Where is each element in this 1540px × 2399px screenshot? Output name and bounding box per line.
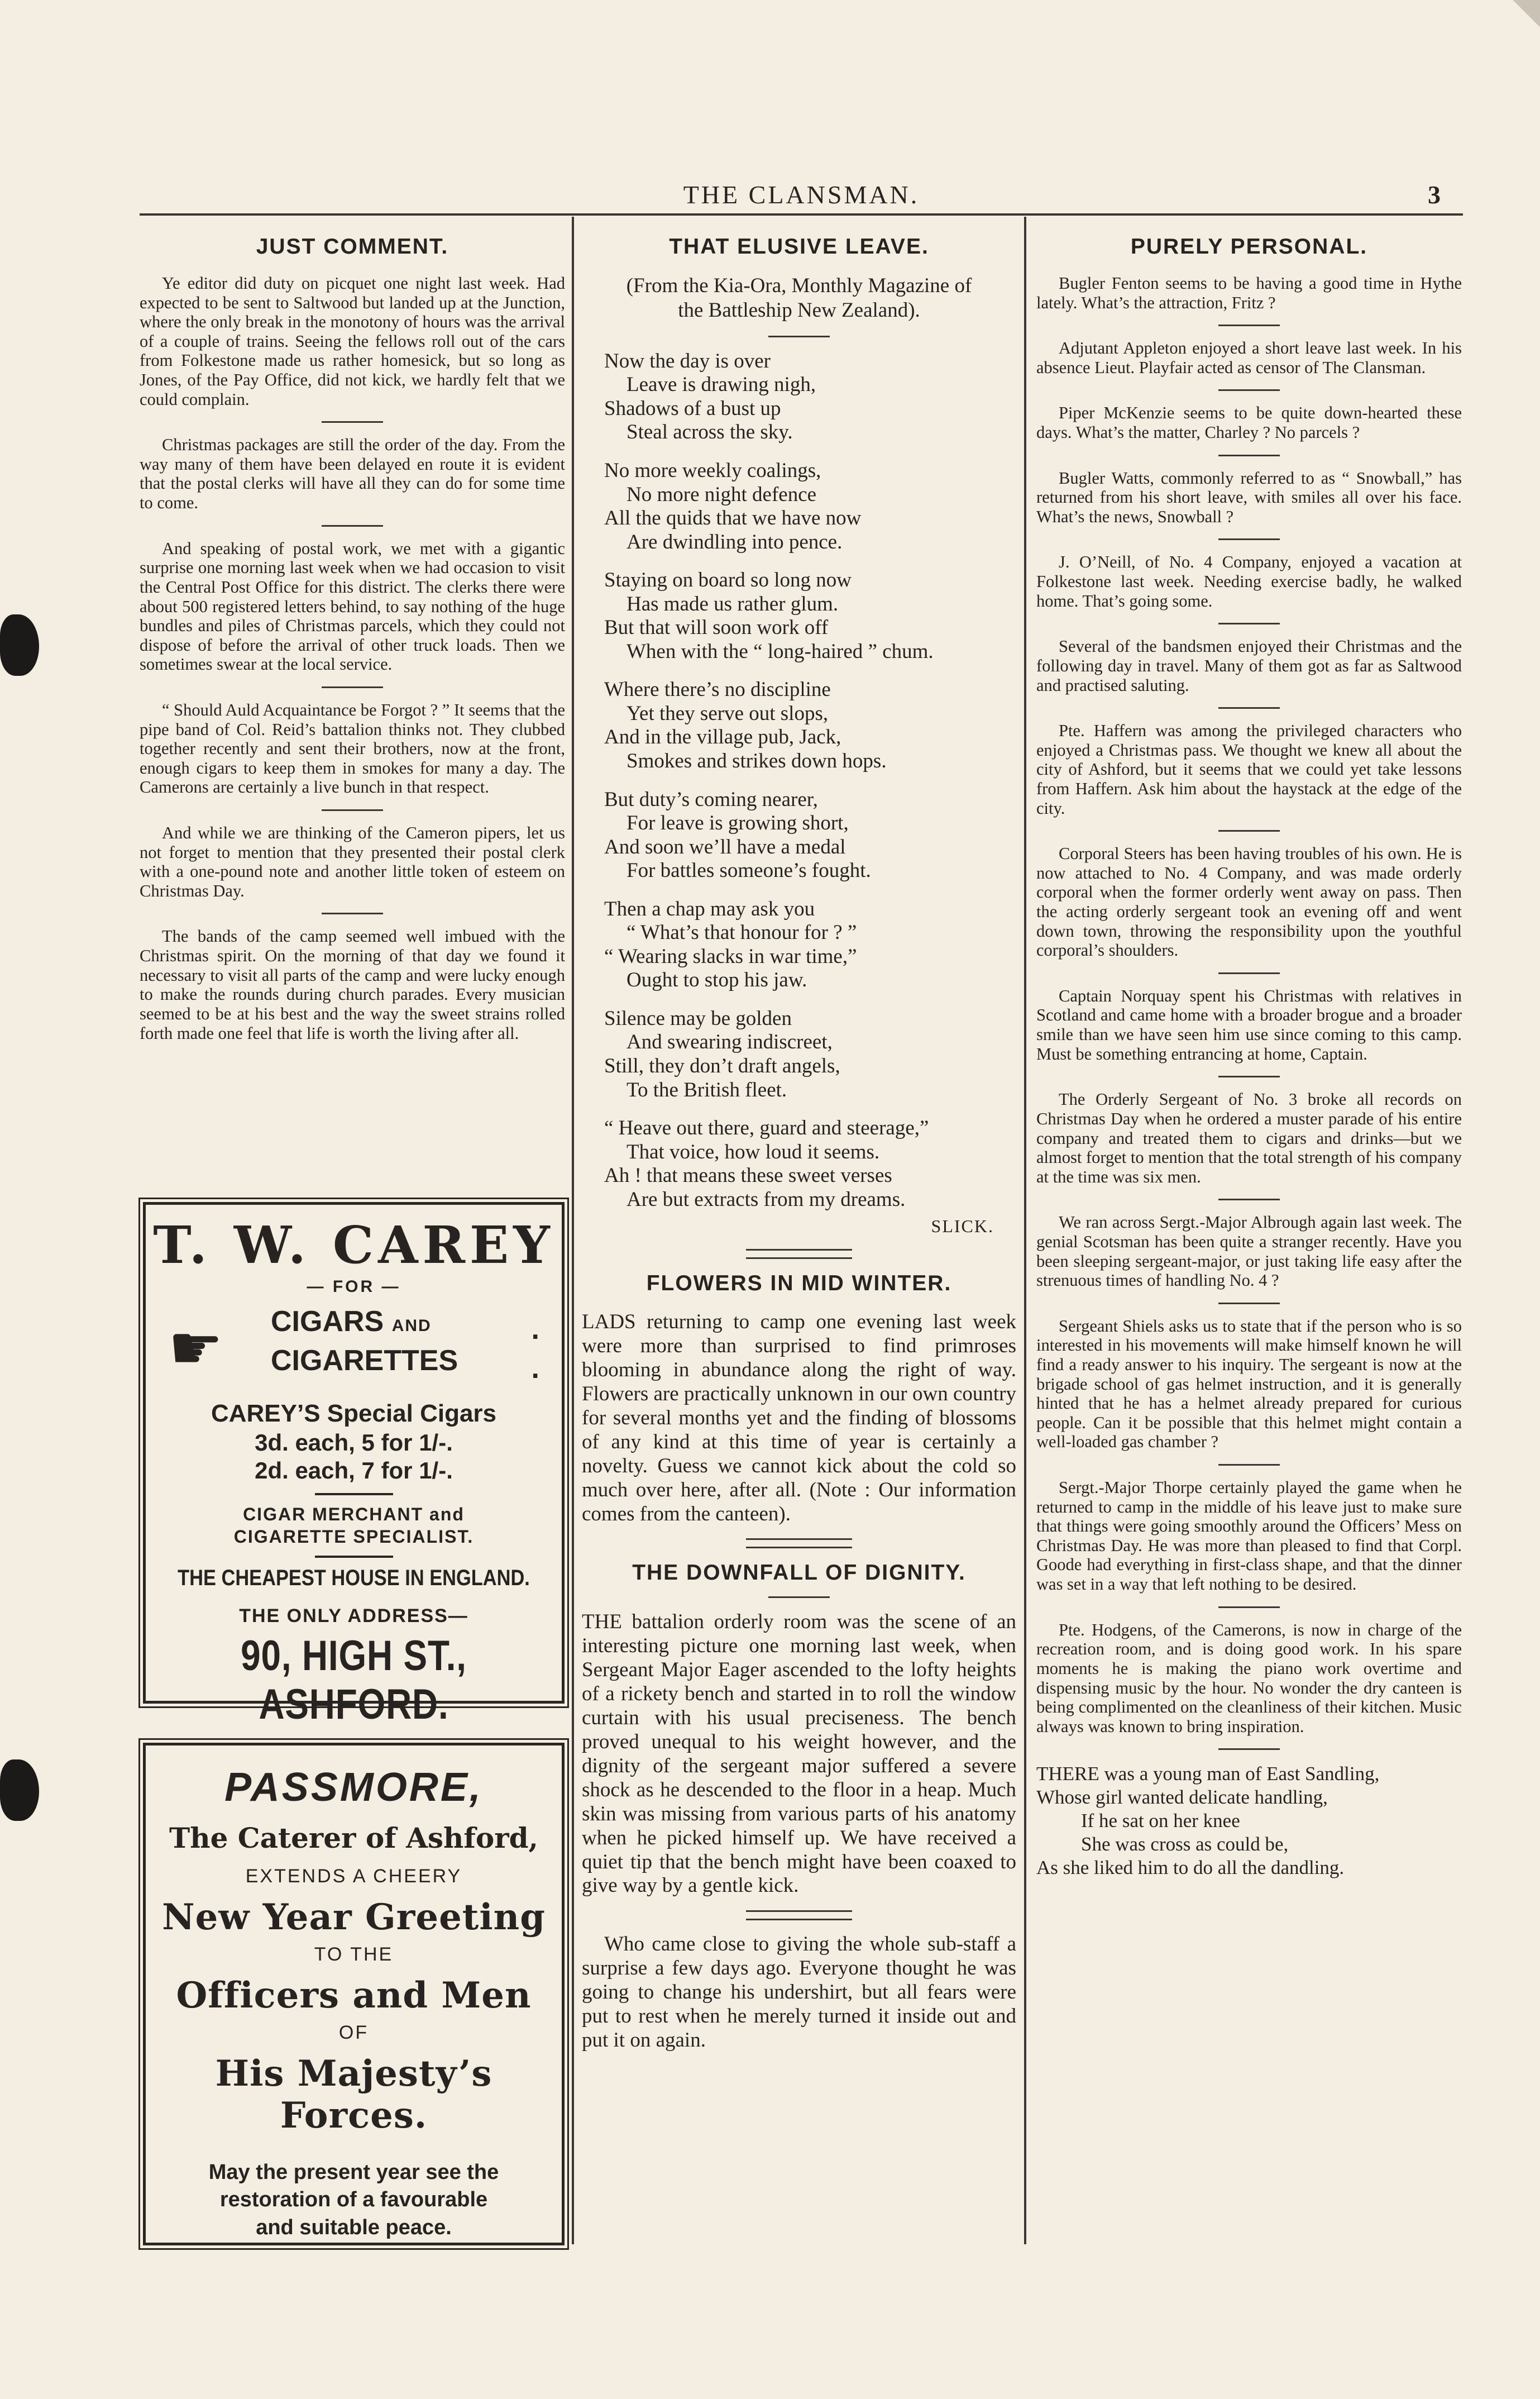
page-header [140,180,1463,216]
ad-name: T. W. CAREY [153,1215,554,1275]
poem-line: “ Wearing slacks in war time,” [604,945,857,968]
divider [1218,1748,1280,1750]
limerick-line: Whose girl wanted delicate handling, [1036,1786,1328,1809]
section-heading: FLOWERS IN MID WINTER. [646,1271,952,1296]
personal-item: Bugler Watts, commonly referred to as “ Snowball,” has returned from his short leave, with smiles all over his face. What’s the news, Snowball ? [1036,468,1462,526]
double-divider [746,1910,852,1920]
poem-line: Shadows of a bust up [604,397,781,420]
divider [1218,538,1280,540]
poem-stanza [604,1117,1016,1212]
poem-source [582,274,1016,323]
ad-divider [315,1556,393,1558]
masthead-title: THE CLANSMAN. [683,180,920,209]
personal-item: We ran across Sergt.-Major Albrough again last week. The genial Scotsman has been quite a stranger recently. Have you been sleeping sergeant-major, or just taking life easy after the strenuous times of handling No. 4 ? [1036,1213,1462,1290]
poem-line: Steal across the sky. [626,421,793,444]
ad-product-lines [271,1302,458,1380]
section-heading: JUST COMMENT. [256,235,449,259]
personal-item: Bugler Fenton seems to be having a good time in Hythe lately. What’s the attraction, Fritz ? [1036,274,1462,312]
divider [768,336,830,337]
poem-line: And soon we’ll have a medal [604,835,846,859]
divider [322,913,383,914]
ad-products [146,1302,562,1386]
personal-item: Sergt.-Major Thorpe certainly played the game when he returned to camp in the middle of his leave just to make sure that things were going smoothly around the Officers’ Mess on Christmas Day. He was more than pleased to find that Corpl. Goode had everything in first-class shape, and that the dinner was set in a way that left nothing to be desired. [1036,1478,1462,1594]
poem-line: To the British fleet. [626,1078,787,1101]
personal-item: Sergeant Shiels asks us to state that if the person who is so interested in his movements will make himself known he will find a ready answer to his inquiry. The sergeant is now at the brigade school of gas helmet instruction, and it is generally hinted that he has a helmet already prepared for curious people. Can it be possible that this helmet might contain a well-loaded gas chamber ? [1036,1316,1462,1452]
divider [1218,707,1280,709]
advertisement-passmore [143,1743,565,2245]
divider [1218,830,1280,832]
column-rule [1024,217,1026,2244]
section-heading: PURELY PERSONAL. [1130,235,1368,259]
paragraph: The bands of the camp seemed well imbued with the Christmas spirit. On the morning of that day we found it necessary to visit all parts of the camp and were lucky enough to make the rounds during church parades. Every musician seemed to be at his best and the way the sweet strains rolled forth made one feel that life is worth the living after all. [140,927,565,1043]
personal-item: Adjutant Appleton enjoyed a short leave last week. In his absence Lieut. Playfair acted as censor of The Clansman. [1036,338,1462,377]
poem-body [582,350,1016,1212]
binding-hole [0,1759,39,1821]
poem-line: Leave is drawing nigh, [626,373,816,397]
ad-product-and: AND [391,1317,432,1335]
ad-wish-line: restoration of a favourable [219,2188,488,2212]
ad-wish-line: May the present year see the [208,2160,499,2184]
paragraph: Christmas packages are still the order of the day. From the way many of them have been delayed en route it is evident that the postal clerks will have all they can do for some time to come. [140,435,565,513]
poem-line: That voice, how loud it seems. [626,1140,880,1163]
ad-product-cigars: CIGARS [271,1305,384,1338]
ad-extends: EXTENDS A CHEERY [245,1866,462,1887]
poem-line: No more weekly coalings, [604,459,821,482]
ad-to-the: TO THE [314,1944,394,1965]
ad-caterer: The Caterer of Ashford, [169,1821,538,1854]
ad-greeting: New Year Greeting [162,1896,546,1938]
poem-line: For leave is growing short, [626,812,849,835]
divider [768,1596,830,1598]
limerick-line: She was cross as could be, [1081,1833,1289,1856]
poem-line: Ought to stop his jaw. [626,969,807,992]
poem-stanza [604,350,1016,445]
ad-for: — FOR — [307,1277,401,1296]
divider [322,686,383,688]
divider [1218,1076,1280,1077]
page-number: 3 [1428,180,1441,209]
paragraph: And while we are thinking of the Cameron pipers, let us not forget to mention that they presented their postal clerk with a one-pound note and another little token of esteem on Christmas Day. [140,823,565,900]
folded-corner [1506,0,1540,34]
paragraph: THE battalion orderly room was the scene of an interesting picture one morning last week, when Sergeant Major Eager ascended to the lofty heights of a rickety bench and started in to roll the window curtain with his usual preciseness. The bench proved unequal to his weight however, and the dignity of the sergeant major suffered a severe shock as he descended to the floor in a heap. Much skin was missing from various parts of his anatomy when he picked himself up. We have received a quiet tip that the bench might have been coaxed to give way by a gentle kick. [582,1610,1016,1897]
poem-line: Has made us rather glum. [626,592,839,616]
limerick-line: As she liked him to do all the dandling. [1036,1857,1345,1879]
poem-line: Ah ! that means these sweet verses [604,1164,892,1187]
ad-merchant: CIGAR MERCHANT and [243,1504,465,1524]
poem-source-line: (From the Kia-Ora, Monthly Magazine of [626,274,972,297]
personal-item: Pte. Haffern was among the privileged characters who enjoyed a Christmas pass. We thought we knew all about the city of Ashford, but it seems that we could yet take lessons from Haffern. Ask him about the haystack at the edge of the city. [1036,721,1462,818]
poem-line: Staying on board so long now [604,569,852,592]
section-heading: THE DOWNFALL OF DIGNITY. [632,1561,966,1585]
poem-stanza [604,459,1016,554]
poem-line: Now the day is over [604,349,771,373]
poem-source-line: the Battleship New Zealand). [678,299,920,322]
paragraph: Who came close to giving the whole sub-staff a surprise a few days ago. Everyone thought he was going to change his undershirt, but all fears were put to rest when he merely turned it inside out and put it on again. [582,1933,1016,2052]
divider [1218,623,1280,624]
poem-line: All the quids that we have now [604,507,862,530]
poem-line: Then a chap may ask you [604,897,815,921]
personal-item: Captain Norquay spent his Christmas with relatives in Scotland and came home with a broader brogue and a broader smile than we have seen him use since coming to this camp. Must be something entrancing at home, Captain. [1036,986,1462,1063]
paragraph: And speaking of postal work, we met with a gigantic surprise one morning last week when we had occasion to visit the Central Post Office for this district. The clerks there were about 500 registered letters behind, to say nothing of the huge bundles and piles of Christmas parcels, which they could not dispose of before the arrival of other truck loads. Then we sometimes swear at the local service. [140,538,565,674]
column-purely-personal [1036,229,1462,1880]
poem-line: Silence may be golden [604,1007,792,1030]
poem-stanza [604,569,1016,664]
poem-stanza [604,1007,1016,1102]
divider [322,525,383,527]
personal-item: The Orderly Sergeant of No. 3 broke all records on Christmas Day when he ordered a muster parade of his entire company and treated them to cigars and drinks—but we almost forget to mention that the total strength of his company at the time was six men. [1036,1090,1462,1186]
poem-line: And in the village pub, Jack, [604,726,841,749]
poem-line: And swearing indiscreet, [626,1031,833,1054]
poem-line: But that will soon work off [604,616,829,640]
personal-item: Piper McKenzie seems to be quite down-hearted these days. What’s the matter, Charley ? No parcels ? [1036,403,1462,442]
ad-wish [146,2159,562,2241]
ad-wish-line: and suitable peace. [256,2215,452,2239]
divider [1218,389,1280,391]
limerick-line: THERE was a young man of East Sandling, [1036,1763,1380,1785]
poem-stanza [604,788,1016,883]
personal-item: J. O’Neill, of No. 4 Company, enjoyed a vacation at Folkestone last week. Needing exercise badly, he walked home. That’s going some. [1036,552,1462,611]
limerick [1036,1762,1462,1880]
divider [1218,455,1280,456]
poem-line: “ What’s that honour for ? ” [626,921,857,945]
paragraph: LADS returning to camp one evening last week were more than surprised to find primroses blooming in abundance along the right of way. Flowers are practically unknown in our own country for several months yet and the finding of blossoms of any kind at this time of year is certainly a novelty. Guess we cannot kick about the cold so much over here, after all. (Note : Our information comes from the canteen). [582,1310,1016,1525]
poem-line: But duty’s coming nearer, [604,788,818,811]
divider [1218,325,1280,326]
poem-stanza [604,678,1016,773]
personal-items [1036,274,1462,1736]
ad-of: OF [338,2022,369,2043]
ad-name: PASSMORE, [224,1765,483,1810]
poem-line: Smokes and strikes down hops. [626,749,887,772]
divider [322,421,383,423]
ad-divider [315,1493,393,1495]
poem-line: No more night defence [626,483,817,506]
poem-line: Still, they don’t draft angels, [604,1055,840,1077]
ad-only-address: THE ONLY ADDRESS— [239,1605,468,1627]
poem-line: “ Heave out there, guard and steerage,” [604,1117,929,1140]
ad-price: 2d. each, 7 for 1/-. [255,1457,453,1484]
divider [1218,972,1280,974]
column-middle [582,229,1016,2053]
column-rule [572,217,574,2244]
personal-item: Corporal Steers has been having troubles of his own. He is now attached to No. 4 Company, and was made orderly corporal when the former orderly went away on pass. Then the acting orderly sergeant took an evening off and went down town, throwing the responsibility upon the youthful corporal’s shoulders. [1036,844,1462,960]
poem-line: Where there’s no discipline [604,678,831,702]
ad-cheapest: THE CHEAPEST HOUSE IN ENGLAND. [178,1565,530,1590]
pointing-hand-icon: ☛ [168,1314,223,1382]
divider [1218,1464,1280,1466]
poem-line: Yet they serve out slops, [626,702,829,725]
ad-special: CAREY’S Special Cigars [211,1400,497,1427]
ad-address: 90, HIGH ST., ASHFORD. [241,1632,467,1728]
advertisement-carey [143,1202,565,1728]
divider [1218,1199,1280,1200]
column-just-comment [140,229,565,1043]
personal-item: Pte. Hodgens, of the Camerons, is now in charge of the recreation room, and is doing good work. In his spare moments he is making the piano work overtime and dispensing music by the hour. No wonder the dry canteen is being complimented on the cleanliness of their kitchen. Music always was known to bring inspiration. [1036,1620,1462,1736]
poem-stanza [604,898,1016,993]
poem-line: For battles someone’s fought. [626,859,871,883]
binding-hole [0,614,39,676]
double-divider [746,1538,852,1548]
ad-merchant: CIGARETTE SPECIALIST. [233,1526,474,1547]
poem-line: Are dwindling into pence. [626,530,843,554]
ad-product-cigarettes: CIGARETTES [271,1344,458,1377]
paragraph: “ Should Auld Acquaintance be Forgot ? ” It seems that the pipe band of Col. Reid’s battalion thinks not. They clubbed together recently and sent their brothers, now at the front, enough cigars to keep them in smokes for many a day. The Camerons are certainly a live bunch in that respect. [140,700,565,797]
poem-line: When with the “ long-haired ” chum. [626,640,934,663]
poem-signature: SLICK. [931,1216,994,1237]
ad-dots: . . [531,1313,539,1385]
ad-forces: His Majesty’s Forces. [215,2053,492,2136]
divider [322,809,383,811]
ad-officers: Officers and Men [176,1974,532,2016]
divider [1218,1303,1280,1304]
paragraph: Ye editor did duty on picquet one night last week. Had expected to be sent to Saltwood but landed up at the Junction, where the only break in the monotony of hours was the arrival of a couple of trains. Seeing the fellows roll out of the cars from Folkestone made us rather homesick, but so long as Jones, of the Pay Office, did not kick, we hardly felt that we could complain. [140,274,565,409]
poem-line: Are but extracts from my dreams. [626,1187,906,1211]
personal-item: Several of the bandsmen enjoyed their Christmas and the following day in travel. Many of them got as far as Saltwood and practised saluting. [1036,637,1462,695]
divider [1218,1606,1280,1608]
ad-price: 3d. each, 5 for 1/-. [255,1429,453,1456]
poem-heading: THAT ELUSIVE LEAVE. [669,235,929,259]
double-divider [746,1249,852,1259]
limerick-line: If he sat on her knee [1081,1810,1240,1832]
